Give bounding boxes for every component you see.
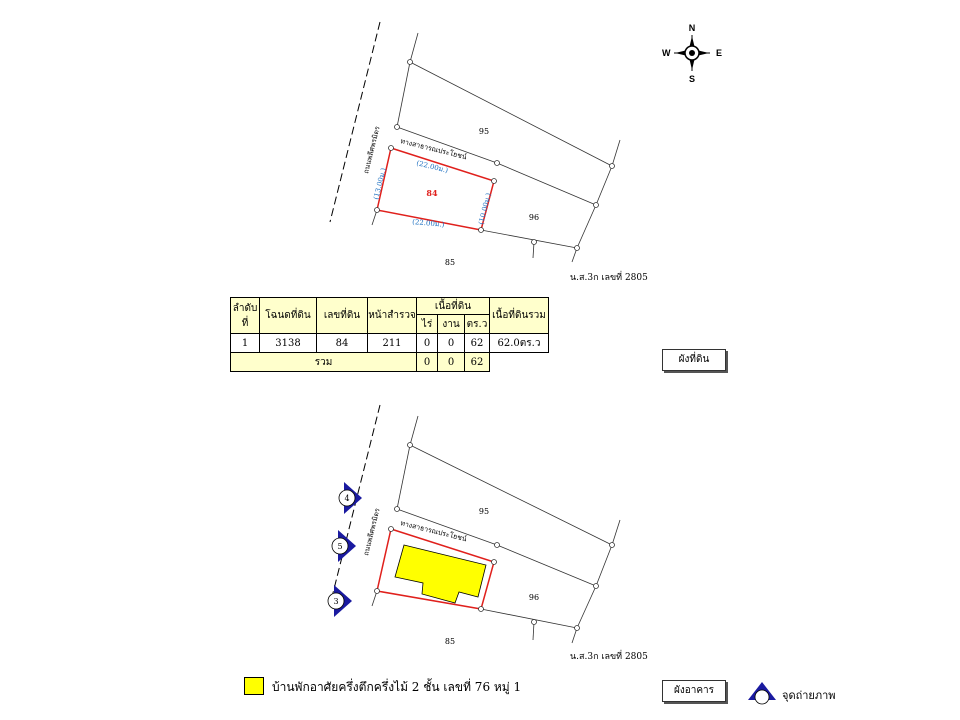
sum-wa: 62 [465, 353, 490, 372]
header-wa: ตร.ว [465, 315, 490, 334]
header-no: ลำดับที่ [231, 298, 260, 334]
table-row [231, 334, 549, 353]
header-ngan: งาน [438, 315, 465, 334]
dim-top: (22.00ม.) [415, 159, 449, 175]
parcel-84-label: 84 [426, 188, 438, 198]
header-rai: ไร่ [417, 315, 438, 334]
compass-e: E [716, 48, 723, 58]
dim-bottom: (22.00ม.) [411, 218, 445, 229]
road-line [330, 405, 380, 605]
compass-icon [662, 23, 722, 84]
cell-deed: 3138 [260, 334, 317, 353]
building-footprint [395, 545, 486, 603]
cell-parcel: 84 [317, 334, 368, 353]
photo-point-legend-label: จุดถ่ายภาพ [782, 689, 836, 702]
parcel-85-label: 85 [444, 637, 456, 646]
cell-total: 62.0ตร.ว [490, 334, 549, 353]
parcel-95-label: 95 [478, 127, 490, 136]
header-total: เนื้อที่ดินรวม [490, 298, 549, 334]
parcel-95-label: 95 [478, 507, 490, 516]
header-deed: โฉนดที่ดิน [260, 298, 317, 334]
header-survey: หน้าสำรวจ [368, 298, 417, 334]
photo-point-3 [328, 585, 352, 617]
photo-point-5 [332, 530, 356, 562]
land-table [230, 297, 549, 372]
cell-rai: 0 [417, 334, 438, 353]
sum-rai: 0 [417, 353, 438, 372]
compass-s: S [688, 74, 696, 84]
dim-right: (10.00ม.) [477, 192, 493, 226]
cell-ngan: 0 [438, 334, 465, 353]
header-parcel: เลขที่ดิน [317, 298, 368, 334]
parcel-96-label: 96 [528, 593, 540, 602]
compass-w: W [662, 48, 671, 58]
parcel-96-label: 96 [528, 213, 540, 222]
photo-point-label: 3 [333, 597, 339, 606]
building-legend-swatch [244, 677, 264, 695]
photo-point-label: 5 [337, 542, 343, 551]
bottom-map [328, 405, 648, 662]
path-label: ทางสาธารณประโยชน์ [399, 519, 468, 544]
road-label: ถนนพลีศพรมิตร [362, 507, 382, 557]
dim-left: (13.00ม.) [372, 167, 388, 201]
building-plan-button[interactable]: ผังอาคาร [662, 680, 726, 702]
building-legend-label: บ้านพักอาศัยครึ่งตึกครึ่งไม้ 2 ชั้น เลขที่ 76 หมู่ 1 [272, 680, 522, 694]
photo-point-4 [339, 482, 362, 514]
cell-wa: 62 [465, 334, 490, 353]
parcel-85-label: 85 [444, 258, 456, 267]
cell-survey: 211 [368, 334, 417, 353]
photo-point-legend-icon [748, 682, 776, 704]
land-plan-button[interactable]: ผังที่ดิน [662, 349, 726, 371]
sum-ngan: 0 [438, 353, 465, 372]
road-line [330, 22, 380, 222]
parcel-lines [372, 33, 620, 262]
parcel-lines [372, 416, 620, 643]
cell-no: 1 [231, 334, 260, 353]
compass-n: N [688, 23, 696, 33]
deed-note: น.ส.3ก เลขที่ 2805 [570, 652, 648, 662]
path-label: ทางสาธารณประโยชน์ [399, 137, 468, 162]
road-label: ถนนพลีศพรมิตร [362, 125, 382, 175]
header-area: เนื้อที่ดิน [417, 298, 490, 315]
sum-row [231, 353, 549, 372]
sum-label: รวม [231, 353, 417, 372]
photo-point-label: 4 [344, 494, 350, 503]
deed-note: น.ส.3ก เลขที่ 2805 [570, 273, 648, 283]
top-map [330, 22, 648, 283]
